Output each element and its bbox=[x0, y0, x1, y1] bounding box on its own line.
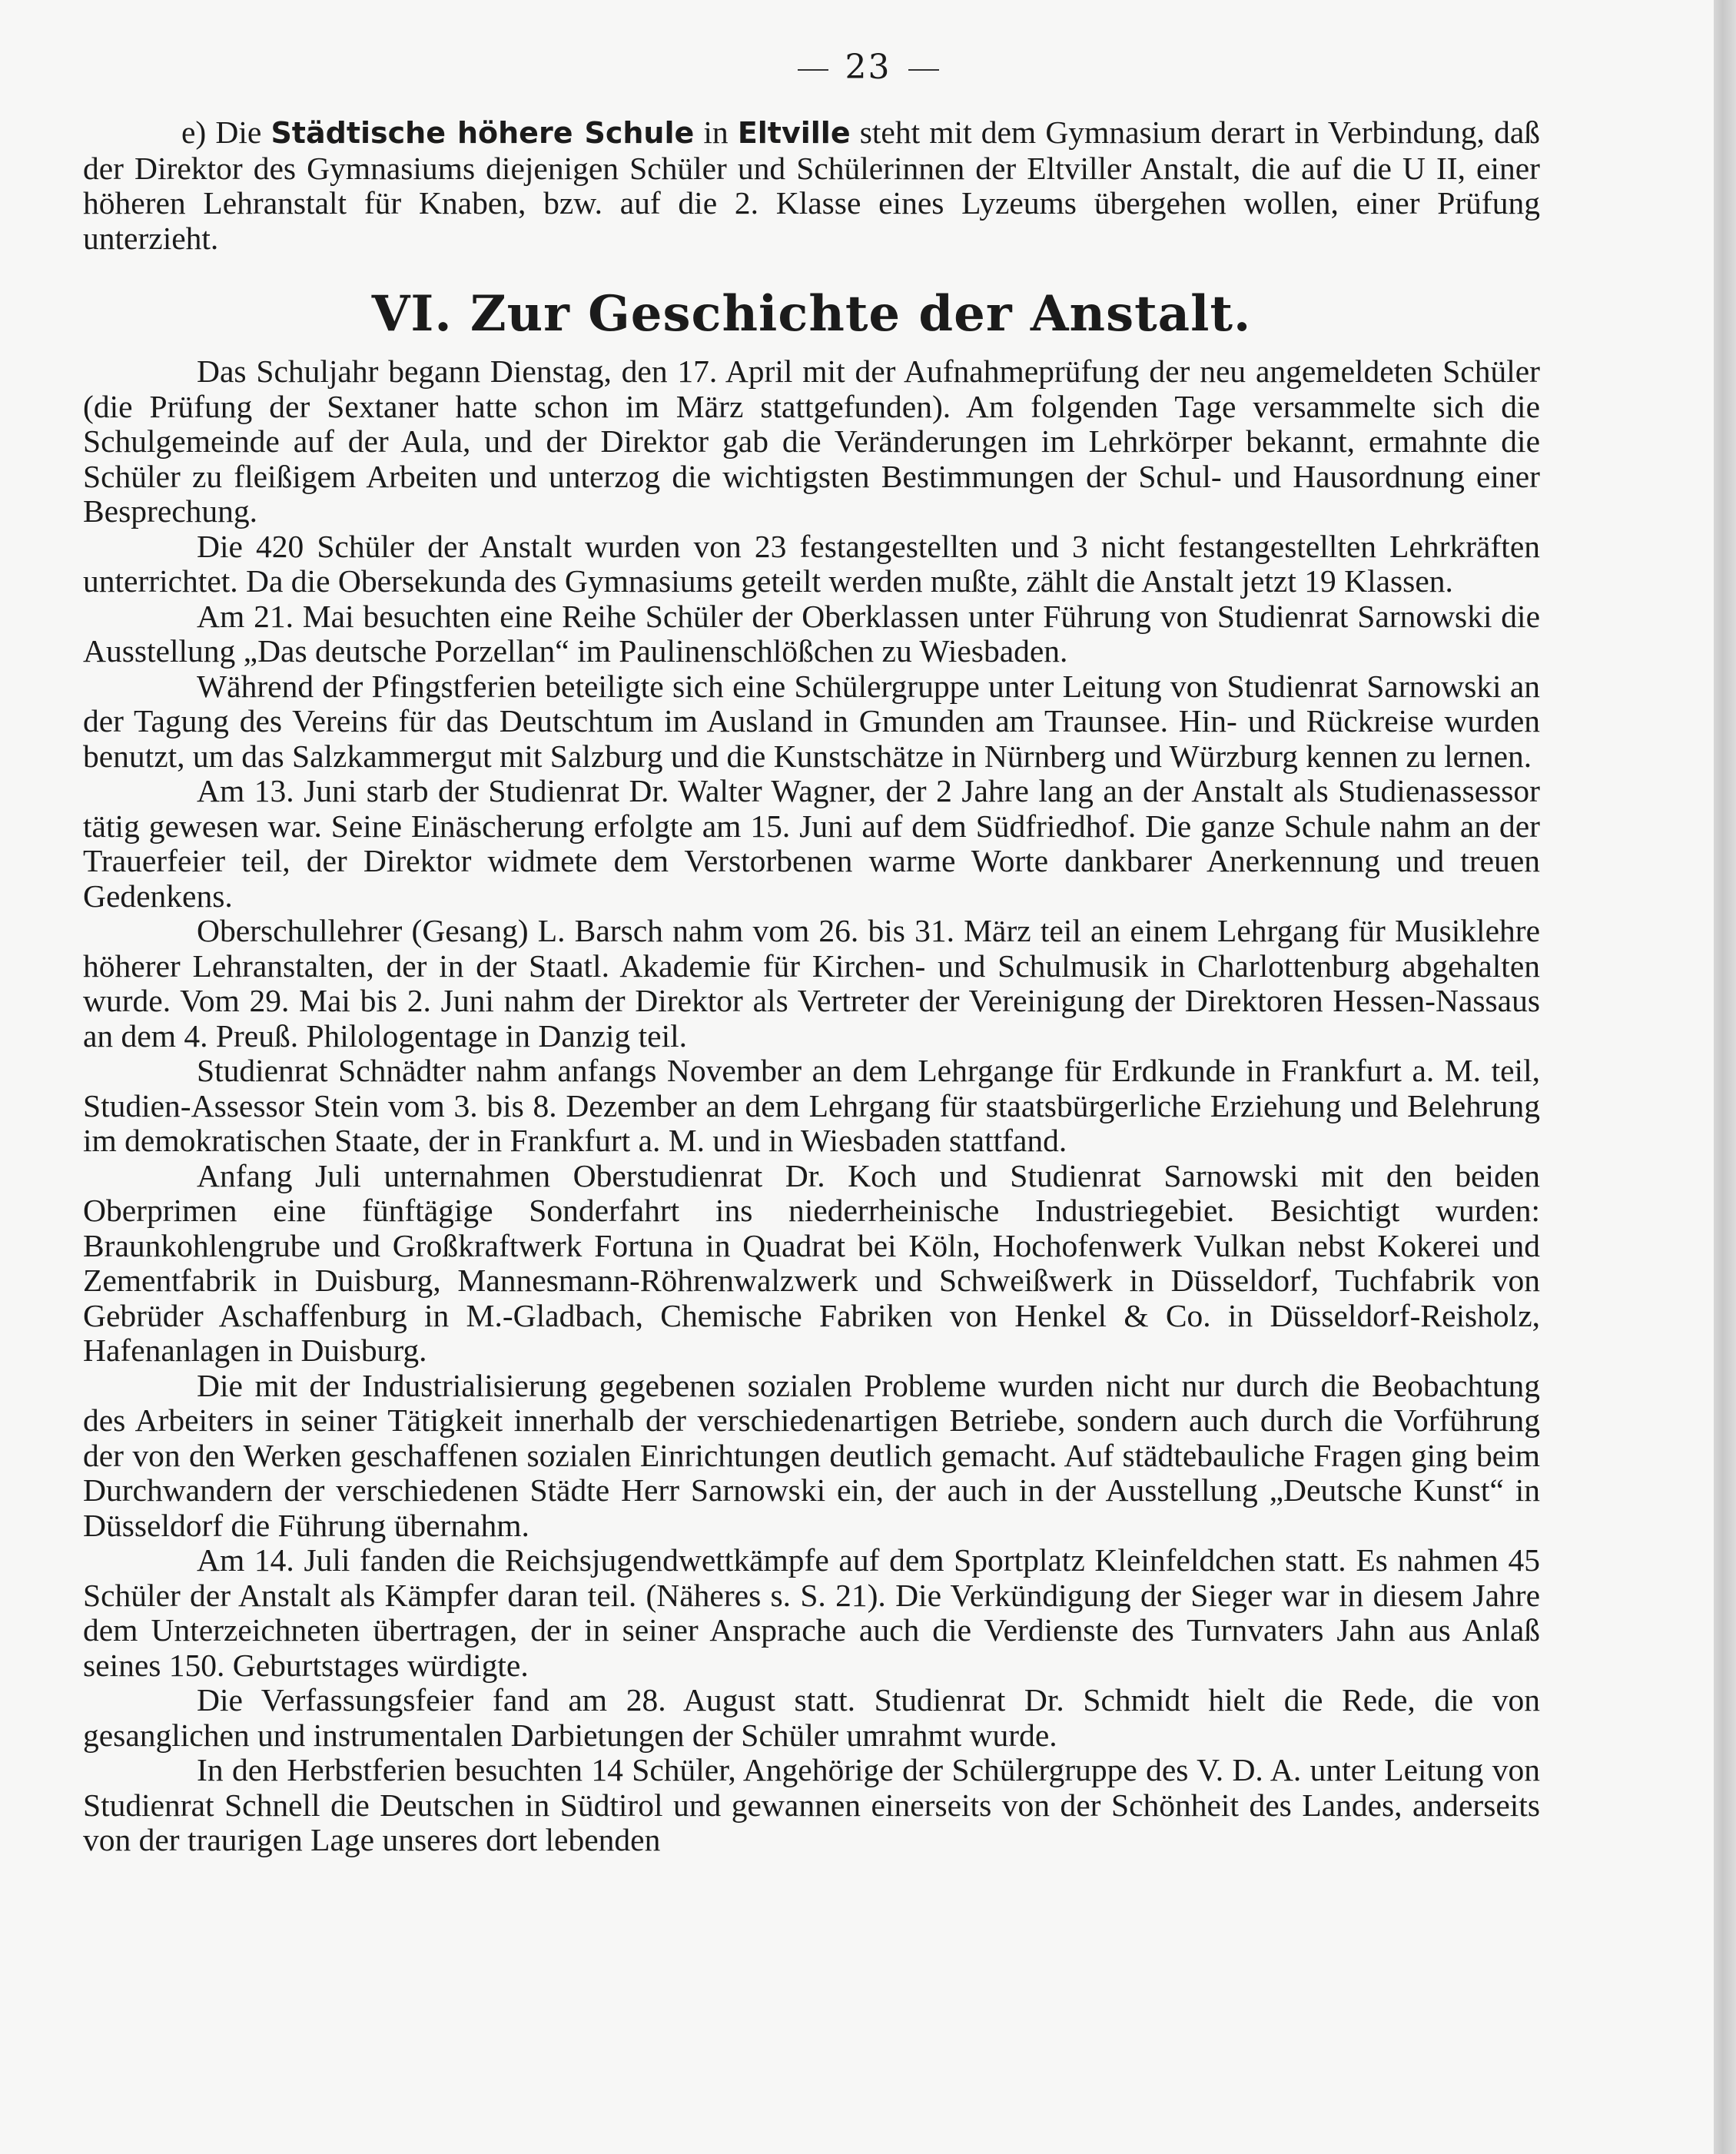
page-number-dash-left bbox=[798, 69, 828, 71]
paragraph-12: In den Herbstferien besuchten 14 Schüler, Angehörige der Schülergruppe des V. D. A. unter Leitung von Studienrat Schnell die Deutschen in Südtirol und gewannen einerseits von der Schönheit des Landes, anderseits von der traurigen Lage unseres dort lebenden bbox=[83, 1752, 1540, 1857]
paragraph-2: Die 420 Schüler der Anstalt wurden von 23 festangestellten und 3 nicht festangestellten Lehrkräften unterrichtet. Da die Obersekunda des Gymnasiums geteilt werden mußte, zählt die Anstalt jetzt 19 Klassen. bbox=[83, 528, 1540, 599]
paragraph-5: Am 13. Juni starb der Studienrat Dr. Walter Wagner, der 2 Jahre lang an der Anstalt als Studienassessor tätig gewesen war. Seine Einäscherung erfolgte am 15. Juni auf dem Südfriedhof. Die ganze Schule nahm an der Trauerfeier teil, der Direktor widmete dem Verstorbenen warme Worte dankbarer Anerkennung und treuen Gedenkens. bbox=[83, 773, 1540, 914]
school-name-bold: Städtische höhere Schule bbox=[271, 116, 695, 150]
page-number: 23 bbox=[845, 48, 891, 87]
paragraph-8: Anfang Juli unternahmen Oberstudienrat Dr. Koch und Studienrat Sarnowski mit den beiden Oberprimen eine fünftägige Sonderfahrt ins niederrheinische Industriegebiet. Besichtigt wurden: Braunkohlengrube und Großkraftwerk Fortuna in Quadrat bei Köln, Hochofenwerk Vulkan nebst Kokerei und Zementfabrik in Duisburg, Mannesmann-Röhrenwalzwerk und Schweißwerk in Düsseldorf, Tuchfabrik von Gebrüder Aschaffenburg in M.-Gladbach, Chemische Fabriken von Henkel & Co. in Düsseldorf-Reisholz, Hafenanlagen in Duisburg. bbox=[83, 1157, 1540, 1368]
town-name-bold: Eltville bbox=[737, 116, 851, 150]
paragraph-4: Während der Pfingstferien beteiligte sich eine Schülergruppe unter Leitung von Studienrat Sarnowski an der Tagung des Vereins für das Deutschtum im Ausland in Gmunden am Traunsee. Hin- und Rückreise wurden benutzt, um das Salzkammergut mit Salzburg und die Kunstschätze in Nürnberg und Würzburg kennen zu lernen. bbox=[83, 668, 1540, 774]
paragraph-e-rest: steht mit dem Gymnasium derart in Verbindung, daß der Direktor des Gymnasiums diejenigen Schüler und Schülerinnen der Eltviller Anstalt, die auf die U II, einer höheren Lehranstalt für Knaben, bzw. auf die 2. Klasse eines Lyzeums übergehen wollen, einer Prüfung unterzieht. bbox=[83, 115, 1540, 256]
section-heading: VI. Zur Geschichte der Anstalt. bbox=[371, 285, 1252, 343]
paragraph-6: Oberschullehrer (Gesang) L. Barsch nahm vom 26. bis 31. März teil an einem Lehrgang für Musiklehre höherer Lehranstalten, der in der Staatl. Akademie für Kirchen- und Schulmusik in Charlottenburg abgehalten wurde. Vom 29. Mai bis 2. Juni nahm der Direktor als Vertreter der Vereinigung der Direktoren Hessen-Nassaus an dem 4. Preuß. Philologentage in Danzig teil. bbox=[83, 913, 1540, 1054]
paragraph-e-prefix: e) Die bbox=[181, 115, 271, 150]
paragraph-7: Studienrat Schnädter nahm anfangs November an dem Lehrgange für Erdkunde in Frankfurt a. M. teil, Studien-Assessor Stein vom 3. bis 8. Dezember an dem Lehrgang für staatsbürgerliche Erziehung und Belehrung im demokratischen Staate, der in Frankfurt a. M. und in Wiesbaden stattfand. bbox=[83, 1053, 1540, 1158]
page-number-dash-right bbox=[908, 69, 939, 71]
paragraph-9: Die mit der Industrialisierung gegebenen sozialen Probleme wurden nicht nur durch die Beobachtung des Arbeiters in seiner Tätigkeit innerhalb der verschiedenartigen Betriebe, sondern auch durch die Vorführung der von den Werken geschaffenen sozialen Einrichtungen deutlich gemacht. Auf städtebauliche Fragen ging beim Durchwandern der verschiedenen Städte Herr Sarnowski ein, der auch in der Ausstellung „Deutsche Kunst“ in Düsseldorf die Führung übernahm. bbox=[83, 1367, 1540, 1543]
body-text bbox=[83, 115, 1540, 1858]
paragraph-10: Am 14. Juli fanden die Reichsjugendwettkämpfe auf dem Sportplatz Kleinfeldchen statt. Es nahmen 45 Schüler der Anstalt als Kämpfer daran teil. (Näheres s. S. 21). Die Verkündigung der Sieger war in diesem Jahre dem Unterzeichneten übertragen, der in seiner Ansprache auch die Verdienste des Turnvaters Jahn aus Anlaß seines 150. Geburtstages würdigte. bbox=[83, 1542, 1540, 1683]
paragraph-e-mid: in bbox=[694, 115, 738, 150]
page-number-line bbox=[0, 48, 1736, 87]
paragraph-3: Am 21. Mai besuchten eine Reihe Schüler der Oberklassen unter Führung von Studienrat Sarnowski die Ausstellung „Das deutsche Porzellan“ im Paulinenschlößchen zu Wiesbaden. bbox=[83, 598, 1540, 669]
paragraph-e bbox=[83, 115, 1540, 256]
paragraph-11: Die Verfassungsfeier fand am 28. August statt. Studienrat Dr. Schmidt hielt die Rede, die von gesanglichen und instrumentalen Darbietungen der Schüler umrahmt wurde. bbox=[83, 1682, 1540, 1753]
page-edge-shadow bbox=[1714, 0, 1736, 2154]
paragraph-1: Das Schuljahr begann Dienstag, den 17. April mit der Aufnahmeprüfung der neu angemeldeten Schüler (die Prüfung der Sextaner hatte schon im März stattgefunden). Am folgenden Tage versammelte sich die Schulgemeinde auf der Aula, und der Direktor gab die Veränderungen im Lehrkörper bekannt, ermahnte die Schüler zu fleißigem Arbeiten und unterzog die wichtigsten Bestimmungen der Schul- und Hausordnung einer Besprechung. bbox=[83, 353, 1540, 529]
